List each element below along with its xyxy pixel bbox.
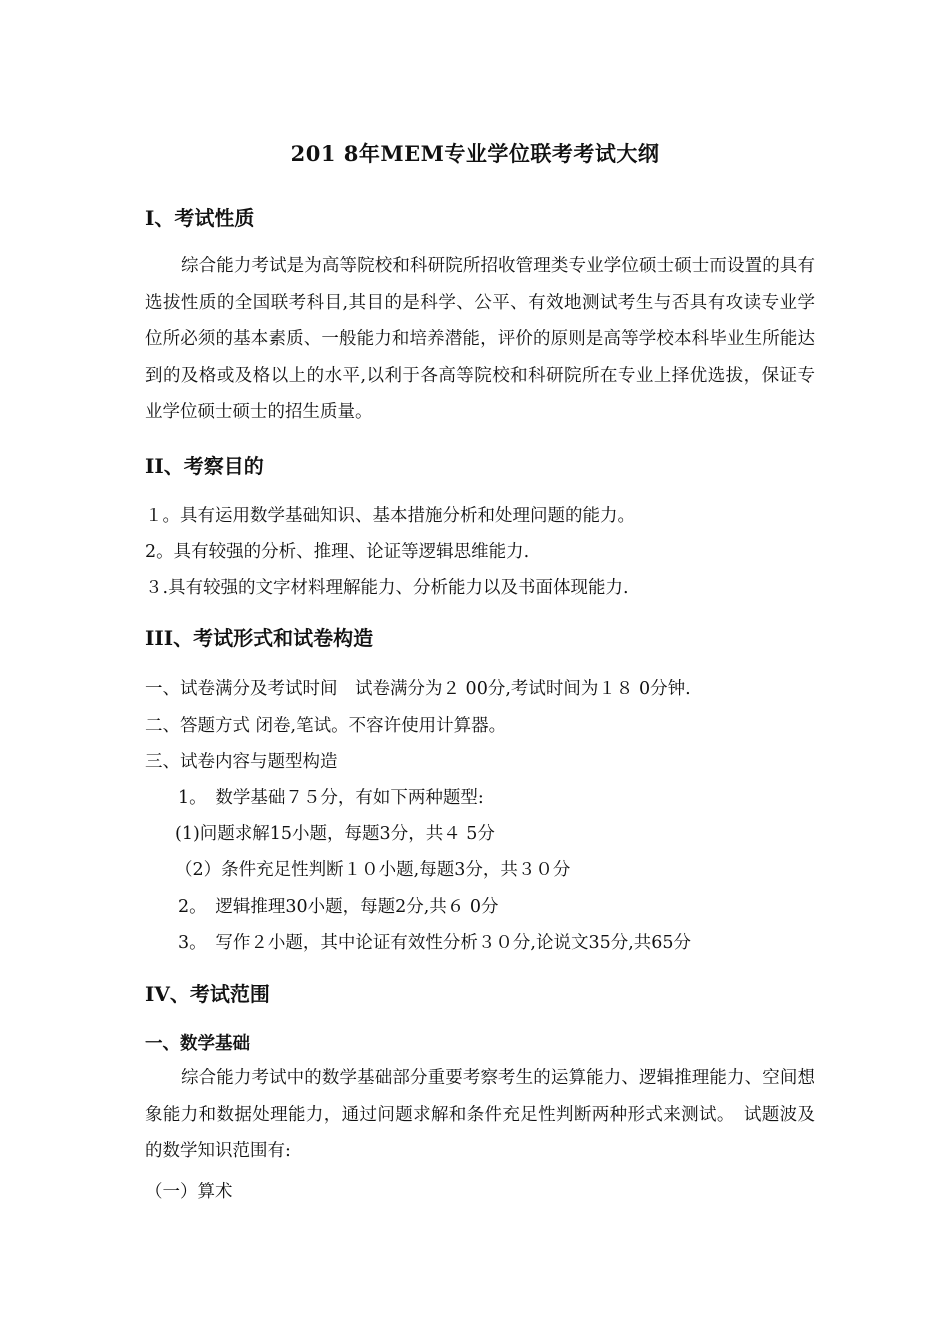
format-line-8: 3。 写作２小题，其中论证有效性分析３０分,论说文35分,共65分: [178, 933, 692, 953]
subsection-heading-math: 一、数学基础: [145, 1034, 250, 1054]
section-4-paragraph: 综合能力考试中的数学基础部分重要考察考生的运算能力、逻辑推理能力、空间想象能力和数据处理能力，通过问题求解和条件充足性判断两种形式来测试。 试题波及的数学知识范围有:: [145, 1068, 815, 1161]
section-heading-3: III、考试形式和试卷构造: [145, 626, 374, 650]
format-line-7: 2。 逻辑推理30小题，每题2分,共６ 0分: [178, 897, 499, 917]
section-1-paragraph: 综合能力考试是为高等院校和科研院所招收管理类专业学位硕士硕士而设置的具有选拔性质的全国联考科目,其目的是科学、公平、有效地测试考生与否具有攻读专业学位所必须的基本素质、一般能力和培养潜能，评价的原则是高等学校本科毕业生所能达到的及格或及格以上的水平,以利于各高等院校和科研院所在专业上择优选拔，保证专业学位硕士硕士的招生质量。: [145, 256, 815, 422]
math-topic-arithmetic: （一）算术: [145, 1182, 233, 1202]
format-line-1: 一、试卷满分及考试时间 试卷满分为２ 00分,考试时间为１８ 0分钟.: [145, 679, 691, 699]
format-line-2: 二、答题方式 闭卷,笔试。不容许使用计算器。: [145, 716, 507, 736]
format-line-4: 1。 数学基础７５分，有如下两种题型:: [178, 788, 484, 808]
format-line-3: 三、试卷内容与题型构造: [145, 752, 338, 772]
section-heading-4: IV、考试范围: [145, 982, 270, 1006]
format-line-6: （2）条件充足性判断１０小题,每题3分，共３０分: [175, 860, 571, 880]
objective-item-1: １。具有运用数学基础知识、基本措施分析和处理问题的能力。: [145, 506, 635, 526]
section-heading-1: I、考试性质: [145, 206, 255, 230]
objective-item-2: 2。具有较强的分析、推理、论证等逻辑思维能力.: [145, 542, 530, 562]
objective-item-3: ３.具有较强的文字材料理解能力、分析能力以及书面体现能力.: [145, 578, 629, 598]
document-title: 201 8年MEM专业学位联考考试大纲: [290, 141, 660, 166]
section-heading-2: II、考察目的: [145, 454, 264, 478]
format-line-5: (1)问题求解15小题，每题3分，共４ 5分: [175, 824, 495, 844]
